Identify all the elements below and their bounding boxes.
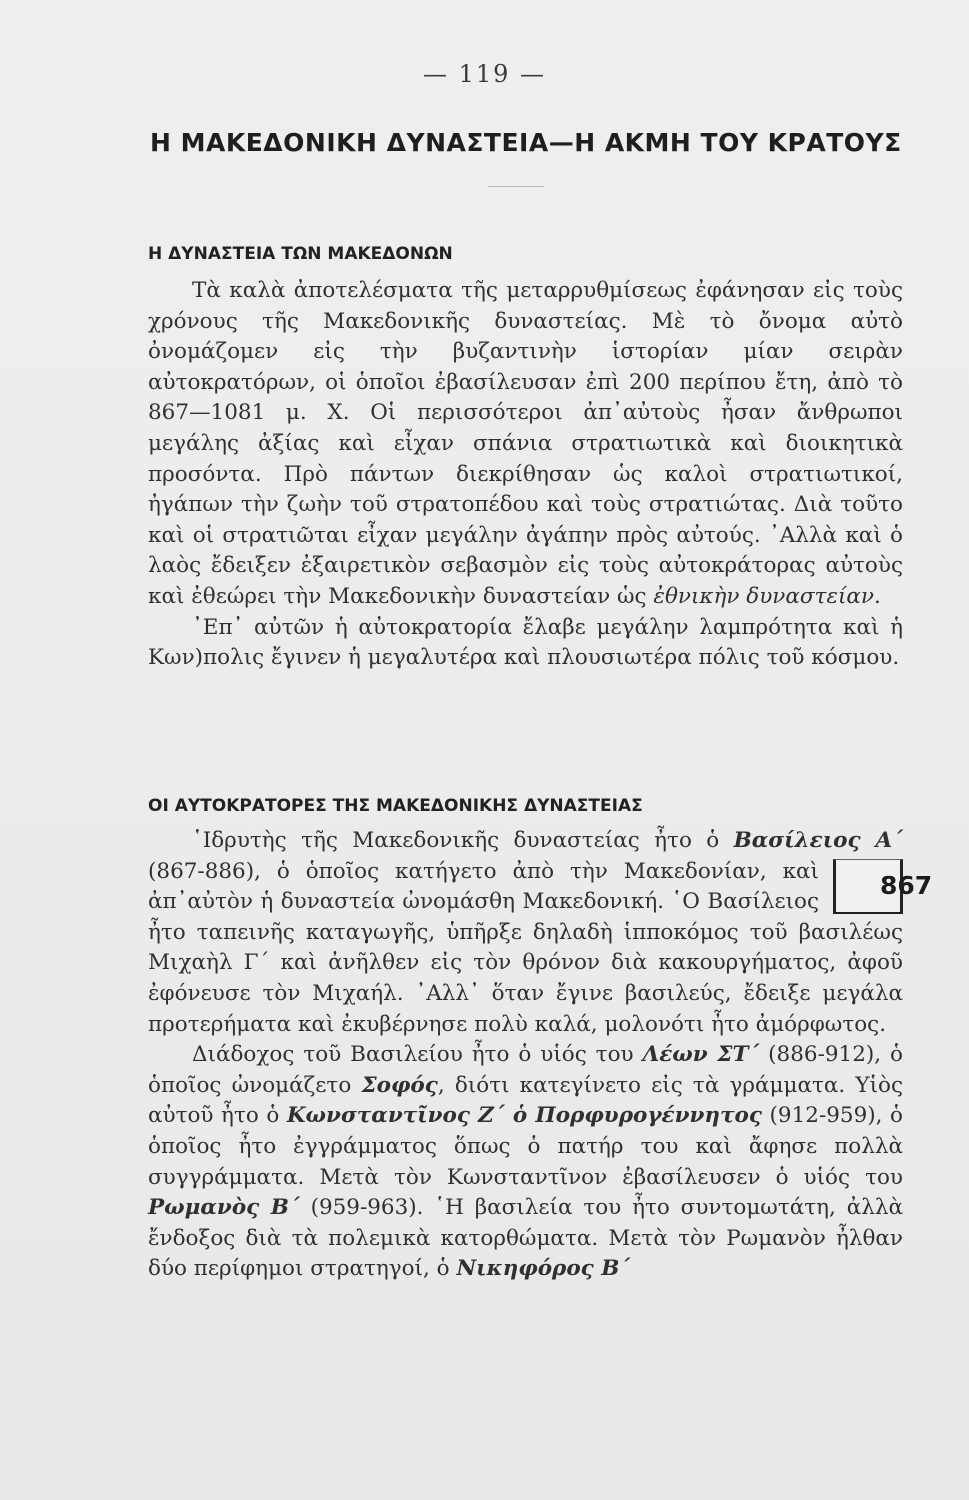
title-rule <box>488 186 544 187</box>
paragraph <box>148 826 933 1040</box>
emperor-name: Κωνσταντῖνος Ζ΄ ὁ Πορφυρογέννητος <box>286 1103 762 1129</box>
paragraph-text: (886-912), ὁ ὁποῖος ὠνομάζετο <box>148 1042 903 1098</box>
paragraph-text: (959-963). ῾Η βασιλεία του ἦτο συντομωτάτη, ἀλλὰ ἔνδοξος διὰ τὰ πολεμικὰ κατορθώματα. Μετὰ τὸν Ρωμανὸν ἦλθαν δύο περίφημοι στρατηγοί, ὁ <box>148 1195 903 1282</box>
paragraph-text: (867-886), ὁ ὁποῖος κατήγετο ἀπὸ τὴν Μακεδονίαν, καὶ ἀπ᾽αὐτὸν ἡ δυναστεία ὠνομάσθη Μακεδονική. ῾Ο Βασίλειος ἦτο ταπεινῆς καταγωγῆς, ὑπῆρξε δηλαδὴ ἱπποκόμος τοῦ βασιλέως Μιχαὴλ Γ΄ καὶ ἀνῆλθεν εἰς τὸν θρόνον διὰ κακουργήματος, ἀφοῦ ἐφόνευσε τὸν Μιχαήλ. ᾽Αλλ᾽ ὅταν ἔγινε βασιλεύς, ἔδειξε μεγάλα προτερήματα καὶ ἐκυβέρνησε πολὺ καλά, μολονότι ἦτο ἀμόρφωτος. <box>148 858 903 1037</box>
paragraph-text: Τὰ καλὰ ἀποτελέσματα τῆς μεταρρυθμίσεως ἐφάνησαν εἰς τοὺς χρόνους τῆς Μακεδονικῆς δυναστείας. Μὲ τὸ ὄνομα αὐτὸ ὀνομάζομεν εἰς τὴν βυζαντινὴν ἱστορίαν μίαν σειρὰν αὐτοκρατόρων, οἱ ὁποῖοι ἐβασίλευσαν ἐπὶ 200 περίπου ἔτη, ἀπὸ τὸ 867—1081 μ. Χ. Οἱ περισσότεροι ἀπ᾽αὐτοὺς ἦσαν ἄνθρωποι μεγάλης ἀξίας καὶ εἶχαν σπάνια στρατιωτικὰ καὶ διοικητικὰ προσόντα. Πρὸ πάντων διεκρίθησαν ὡς καλοὶ στρατιωτικοί, ἠγάπων τὴν ζωὴν τοῦ στρατοπέδου καὶ τοὺς στρατιώτας. Διὰ τοῦτο καὶ οἱ στρατιῶται εἶχαν μεγάλην ἀγάπην πρὸς αὐτούς. ᾽Αλλὰ καὶ ὁ λαὸς ἔδειξεν ἐξαιρετικὸν σεβασμὸν εἰς τοὺς αὐτοκράτορας αὐτοὺς καὶ ἐθεώρει τὴν Μακεδονικὴν δυναστείαν ὡς <box>148 278 903 609</box>
paragraph: ᾽Επ᾽ αὐτῶν ἡ αὐτοκρατορία ἔλαβε μεγάλην λαμπρότητα καὶ ἡ Κων)πολις ἔγινεν ἡ μεγαλυτέρα καὶ πλουσιωτέρα πόλις τοῦ κόσμου. <box>148 614 903 671</box>
paragraph <box>148 276 903 613</box>
emperor-name: Ρωμανὸς Β΄ <box>148 1195 300 1221</box>
emperor-name: Βασίλειος Α΄ <box>733 828 903 853</box>
emperor-name: Νικηφόρος Β΄ <box>456 1256 631 1282</box>
section-body-dynasty <box>148 276 903 674</box>
emphasis-text: ἐθνικὴν δυναστείαν <box>653 583 875 609</box>
section-body-emperors <box>148 826 933 1285</box>
emperor-name: Λέων ΣΤ΄ <box>642 1042 760 1068</box>
paragraph-text: (912-959), ὁ ὁποῖος ἦτο ἐγγράμματος ὅπως ὁ πατήρ του καὶ ἄφησε πολλὰ συγγράμματα. Μετὰ τὸν Κωνσταντῖνον ἐβασίλευσεν ὁ υἱός του <box>148 1103 904 1190</box>
chapter-title: Η ΜΑΚΕΔΟΝΙΚΗ ΔΥΝΑΣΤΕΙΑ—Η ΑΚΜΗ ΤΟΥ ΚΡΑΤΟΥΣ <box>150 128 902 157</box>
year-box: 867 <box>833 859 903 914</box>
paragraph-text: Διάδοχος τοῦ Βασιλείου ἦτο ὁ υἱός του <box>192 1042 634 1068</box>
emperor-epithet: Σοφός <box>361 1072 438 1098</box>
paragraph-text: , διότι κατεγίνετο εἰς τὰ γράμματα. Υἱὸς αὐτοῦ ἦτο ὁ <box>148 1072 903 1129</box>
paragraph <box>148 1040 903 1285</box>
paragraph-text: . <box>874 583 881 609</box>
paragraph-text: ῾Ιδρυτὴς τῆς Μακεδονικῆς δυναστείας ἦτο ὁ <box>192 828 720 853</box>
section-title-dynasty: Η ΔΥΝΑΣΤΕΙΑ ΤΩΝ ΜΑΚΕΔΟΝΩΝ <box>148 244 453 264</box>
page-number: — 119 — <box>422 60 547 88</box>
section-title-emperors: ΟΙ ΑΥΤΟΚΡΑΤΟΡΕΣ ΤΗΣ ΜΑΚΕΔΟΝΙΚΗΣ ΔΥΝΑΣΤΕΙΑΣ <box>148 796 643 816</box>
